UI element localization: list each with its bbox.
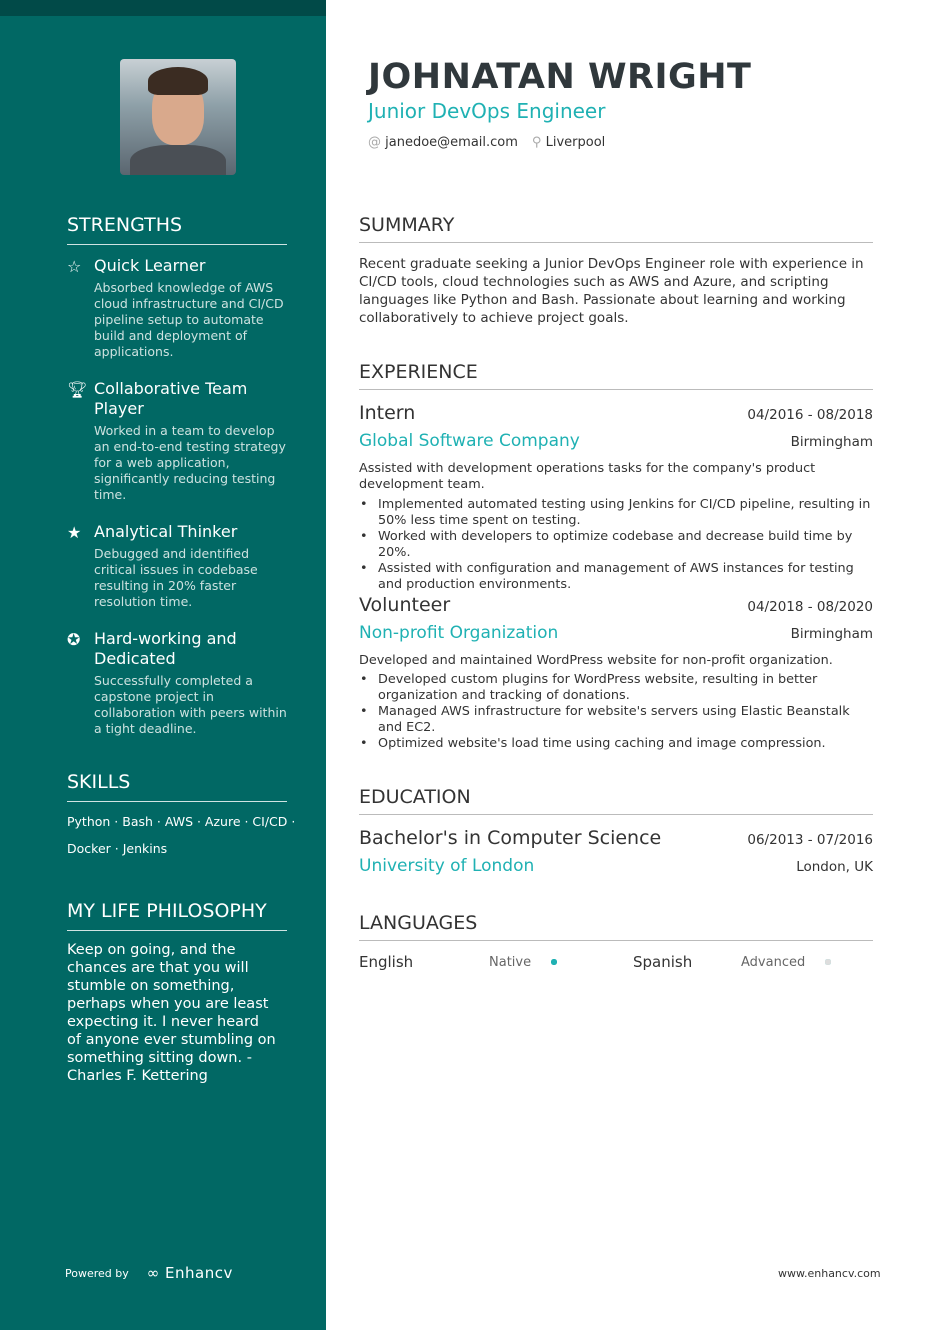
at-icon: @ [368,135,381,150]
language-name: Spanish [633,953,693,971]
contact-info [368,135,605,150]
location-pin-icon: ⚲ [531,135,542,150]
footer-url[interactable]: www.enhancv.com [778,1267,881,1280]
strength-title: Hard-working and Dedicated [94,629,237,668]
job-company-row [359,623,873,643]
language-level: Native [489,955,532,970]
strength-item [67,629,292,737]
education-location: London, UK [796,859,873,875]
brand-name: Enhancv [165,1264,233,1282]
strength-title: Quick Learner [94,256,206,275]
school-name: University of London [359,856,535,876]
rating-dot [551,959,557,965]
bullet: • Worked with developers to optimize codebase and decrease build time by 20%. [359,529,873,561]
language-level: Advanced [741,955,806,970]
bullet: • Optimized website's load time using caching and image compression. [359,736,873,752]
philosophy-text: Keep on going, and the chances are that you will stumble on something, perhaps when you are least expecting it. I never heard of anyone ever stumbling on something sitting down. - Charles F. Kettering [67,942,276,1084]
languages-heading: LANGUAGES [359,912,873,941]
skills-heading: SKILLS [67,771,287,802]
strength-item [67,379,292,503]
job-header [359,402,873,424]
job-bullets [359,672,873,752]
job-location: Birmingham [790,434,873,450]
strength-title: Collaborative Team Player [94,379,248,418]
skills-list: Python · Bash · AWS · Azure · CI/CD · Docker · Jenkins [67,814,296,856]
education-header [359,827,873,849]
bullet: • Developed custom plugins for WordPress website, resulting in better organization and tracking of donations. [359,672,873,704]
education-dates: 06/2013 - 07/2016 [747,832,873,848]
experience-heading: EXPERIENCE [359,361,873,390]
job-title: Volunteer [359,594,451,616]
avatar [120,59,236,175]
company-name: Global Software Company [359,431,580,451]
job-dates: 04/2016 - 08/2018 [747,407,873,423]
job-desc: Assisted with development operations tasks for the company's product development team. [359,461,816,492]
medal-icon: ✪ [67,630,81,649]
candidate-name: JOHNATAN WRIGHT [368,57,752,97]
strength-item [67,256,292,360]
company-name: Non-profit Organization [359,623,559,643]
job-dates: 04/2018 - 08/2020 [747,599,873,615]
sidebar [0,0,326,1330]
summary-heading: SUMMARY [359,214,873,243]
location-text: Liverpool [545,135,606,150]
star-outline-icon: ☆ [67,257,82,276]
candidate-role: Junior DevOps Engineer [368,99,606,123]
job-company-row [359,431,873,451]
language-name: English [359,953,414,971]
job-header [359,594,873,616]
bullet: • Assisted with configuration and management of AWS instances for testing and production environments. [359,561,873,593]
strengths-heading: STRENGTHS [67,214,287,245]
degree: Bachelor's in Computer Science [359,827,662,849]
job-desc: Developed and maintained WordPress website for non-profit organization. [359,653,833,668]
powered-by [65,1264,233,1282]
philosophy-heading: MY LIFE PHILOSOPHY [67,900,287,931]
powered-by-label: Powered by [65,1266,129,1280]
enhancv-logo[interactable]: ∞ Enhancv [146,1264,233,1282]
rating-dot [825,959,831,965]
job-title: Intern [359,402,416,424]
job-location: Birmingham [790,626,873,642]
job-bullets [359,497,873,593]
education-heading: EDUCATION [359,786,873,815]
education-school-row [359,856,873,876]
bullet: • Managed AWS infrastructure for website's servers using Elastic Beanstalk and EC2. [359,704,873,736]
email[interactable] [368,135,518,150]
strength-desc: Debugged and identified critical issues in codebase resulting in 20% faster resolution time. [94,546,258,609]
strength-item [67,522,292,610]
strength-title: Analytical Thinker [94,522,238,541]
summary-text: Recent graduate seeking a Junior DevOps Engineer role with experience in CI/CD tools, cloud technologies such as AWS and Azure, and scripting languages like Python and Bash. Passionate about learning and working collaboratively to achieve project goals. [359,256,864,326]
location [532,135,605,150]
strength-desc: Absorbed knowledge of AWS cloud infrastructure and CI/CD pipeline setup to automate build and deployment of applications. [94,280,284,359]
star-icon: ★ [67,523,82,542]
trophy-icon: 🏆︎ [67,380,88,399]
strength-desc: Successfully completed a capstone project in collaboration with peers within a tight deadline. [94,673,287,736]
strength-desc: Worked in a team to develop an end-to-end testing strategy for a web application, significantly reducing testing time. [94,423,286,502]
top-strip [0,0,326,16]
email-text: janedoe@email.com [385,135,518,150]
bullet: • Implemented automated testing using Jenkins for CI/CD pipeline, resulting in 50% less time spent on testing. [359,497,873,529]
